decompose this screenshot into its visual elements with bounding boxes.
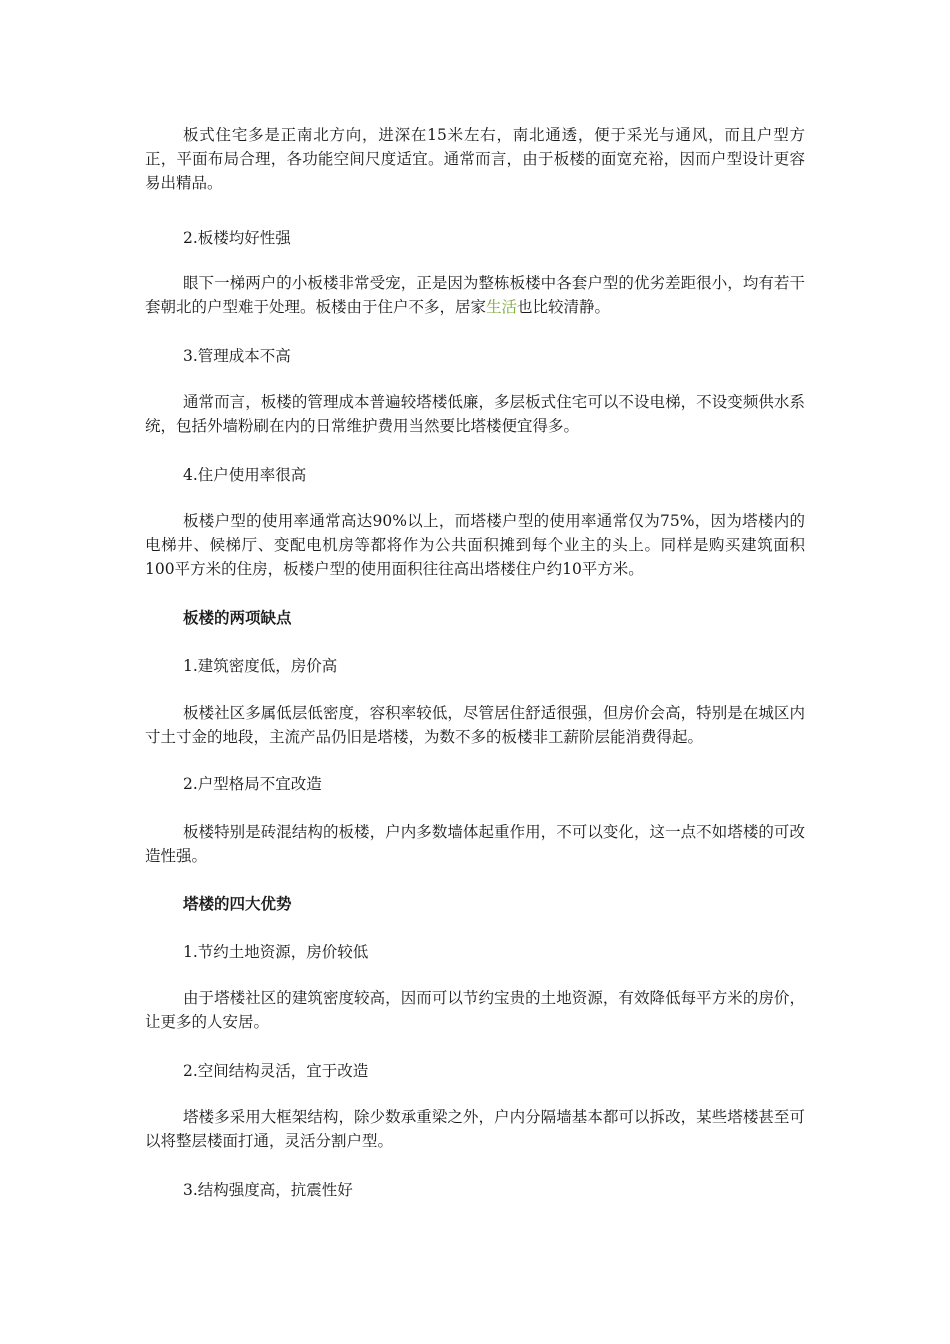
- paragraph-flexible-structure: 塔楼多采用大框架结构，除少数承重梁之外，户内分隔墙基本都可以拆改，某些塔楼甚至可以将整层楼面打通，灵活分割户型。: [145, 1108, 805, 1150]
- heading-slab-uniformity: 2.板楼均好性强: [183, 229, 291, 247]
- life-link[interactable]: 生活: [486, 298, 518, 316]
- heading-structural-strength: 3.结构强度高，抗震性好: [183, 1181, 353, 1199]
- paragraph-land-saving: 由于塔楼社区的建筑密度较高，因而可以节约宝贵的土地资源，有效降低每平方米的房价，让更多的人安居。: [145, 989, 805, 1031]
- paragraph-slab-uniformity: [145, 271, 805, 319]
- paragraph-slab-building-layout: 板式住宅多是正南北方向，进深在15米左右，南北通透，便于采光与通风，而且户型方正，平面布局合理，各功能空间尺度适宜。通常而言，由于板楼的面宽充裕，因而户型设计更容易出精品。: [145, 126, 805, 192]
- paragraph-usage-rate: 板楼户型的使用率通常高达90%以上，而塔楼户型的使用率通常仅为75%，因为塔楼内的电梯井、候梯厅、变配电机房等都将作为公共面积摊到每个业主的头上。同样是购买建筑面积100平方米的住房，板楼户型的使用面积往往高出塔楼住户约10平方米。: [145, 512, 805, 578]
- section-title-tower-advantages: 塔楼的四大优势: [183, 894, 292, 913]
- paragraph-text-before-link: 眼下一梯两户的小板楼非常受宠，正是因为整栋板楼中各套户型的优劣差距很小，均有若干套朝北的户型难于处理。板楼由于住户不多，居家: [145, 274, 805, 316]
- paragraph-layout-not-modifiable: 板楼特别是砖混结构的板楼，户内多数墙体起重作用，不可以变化，这一点不如塔楼的可改造性强。: [145, 823, 805, 865]
- paragraph-low-density: 板楼社区多属低层低密度，容积率较低，尽管居住舒适很强，但房价会高，特别是在城区内寸土寸金的地段，主流产品仍旧是塔楼，为数不多的板楼非工薪阶层能消费得起。: [145, 704, 805, 746]
- heading-low-density: 1.建筑密度低，房价高: [183, 657, 338, 675]
- heading-usage-rate: 4.住户使用率很高: [183, 466, 307, 484]
- heading-layout-not-modifiable: 2.户型格局不宜改造: [183, 775, 322, 793]
- paragraph-text-after-link: 也比较清静。: [517, 298, 611, 316]
- section-title-slab-drawbacks: 板楼的两项缺点: [183, 608, 292, 627]
- heading-management-cost: 3.管理成本不高: [183, 347, 291, 365]
- paragraph-management-cost: 通常而言，板楼的管理成本普遍较塔楼低廉，多层板式住宅可以不设电梯，不设变频供水系统，包括外墙粉刷在内的日常维护费用当然要比塔楼便宜得多。: [145, 393, 805, 435]
- heading-land-saving: 1.节约土地资源，房价较低: [183, 943, 369, 961]
- heading-flexible-structure: 2.空间结构灵活，宜于改造: [183, 1062, 369, 1080]
